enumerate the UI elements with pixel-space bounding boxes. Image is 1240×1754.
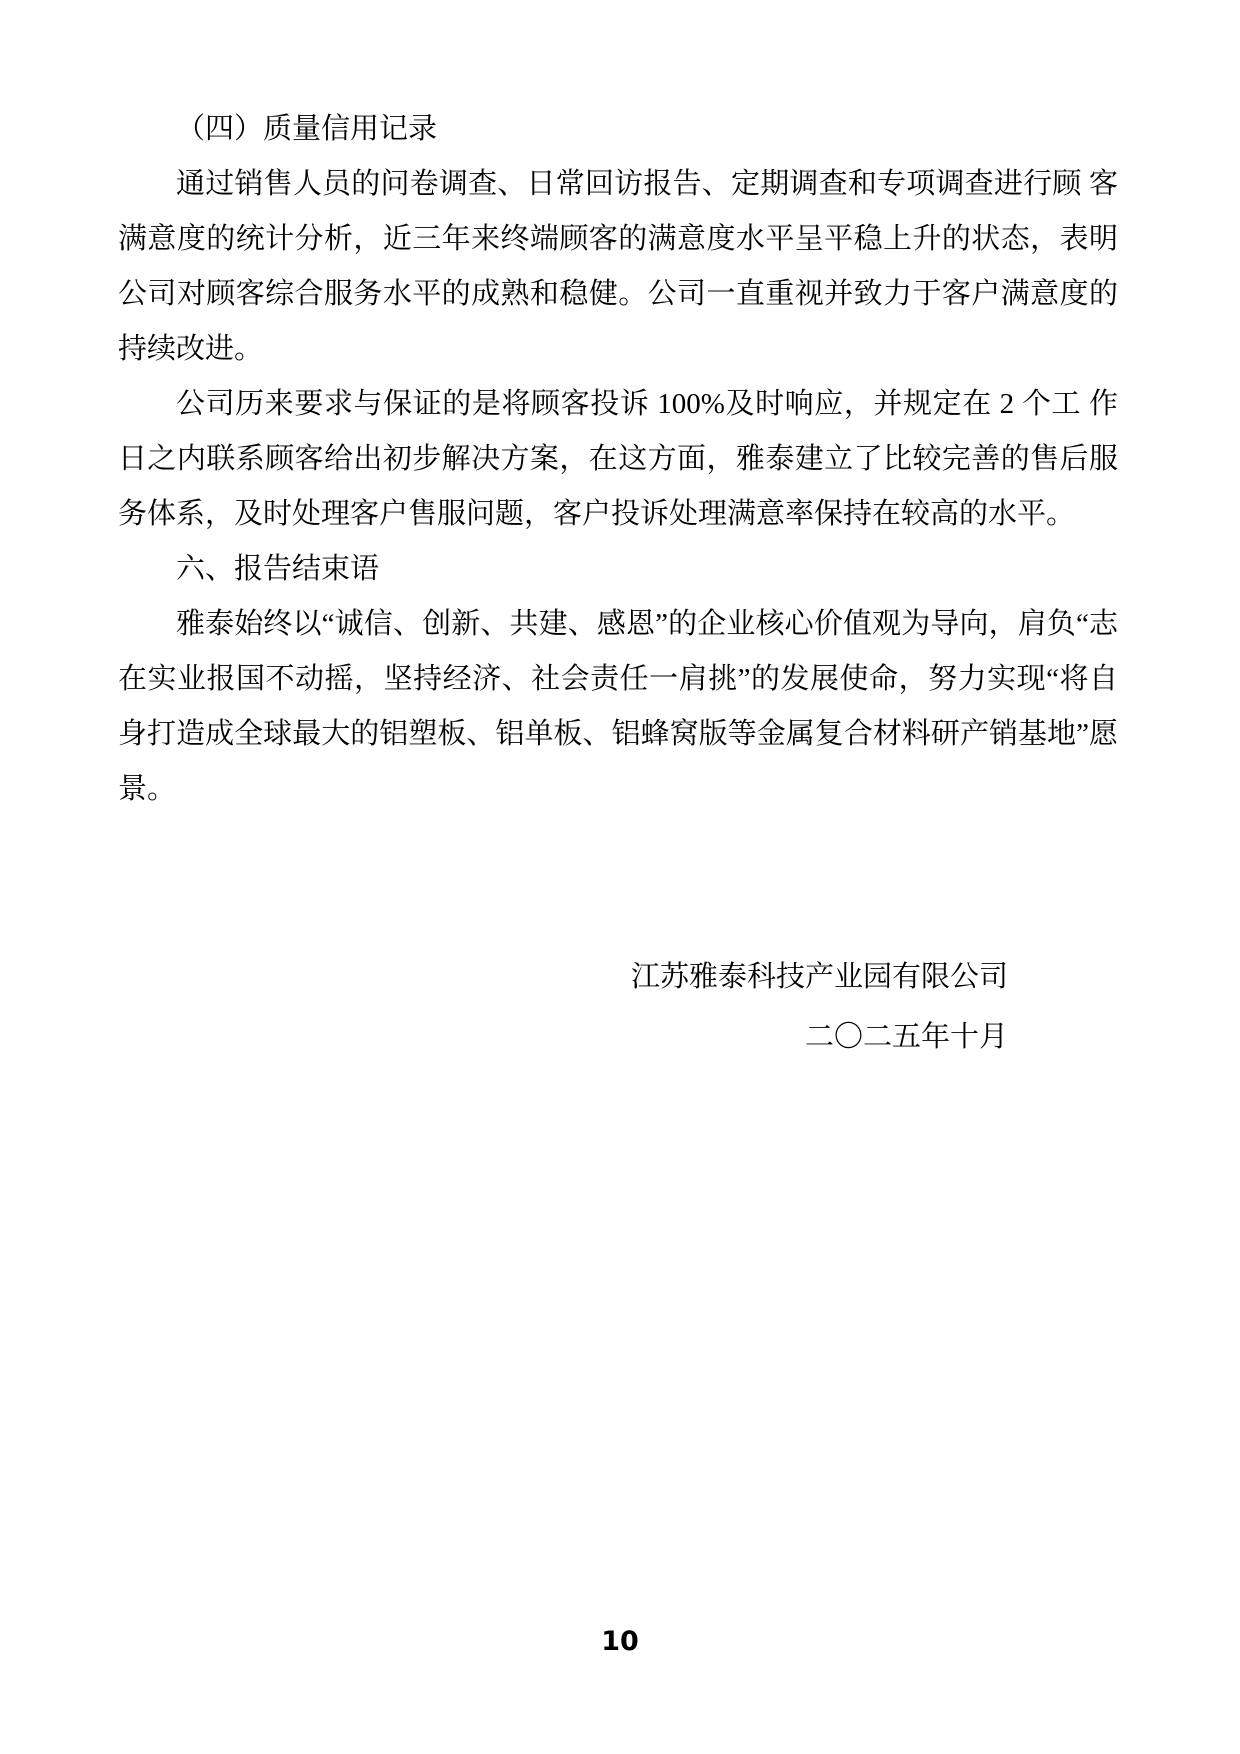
paragraph-closing-vision: 雅泰始终以“诚信、创新、共建、感恩”的企业核心价值观为导向，肩负“志在实业报国不动摇，坚持经济、社会责任一肩挑”的发展使命，努力实现“将自身打造成全球最大的铝塑板、铝单板、铝蜂窝版等金属复合材料研产销基地”愿景。 bbox=[118, 608, 1118, 805]
signature-block bbox=[118, 947, 1118, 1067]
paragraph-customer-satisfaction: 通过销售人员的问卷调查、日常回访报告、定期调查和专项调查进行顾 客满意度的统计分析，近三年来终端顾客的满意度水平呈平稳上升的状态，表明公司对顾客综合服务水平的成熟和稳健。公司一直重视并致力于客户满意度的持续改进。 bbox=[118, 168, 1118, 365]
page-number: 10 bbox=[601, 1626, 639, 1657]
signature-date: 二〇二五年十月 bbox=[804, 1021, 1008, 1053]
document-body bbox=[118, 102, 1118, 1067]
section-heading-quality-credit-record: （四）质量信用记录 bbox=[176, 113, 438, 145]
signature-company-name: 江苏雅泰科技产业园有限公司 bbox=[630, 961, 1008, 993]
section-heading-report-closing: 六、报告结束语 bbox=[176, 553, 380, 585]
paragraph-complaint-response: 公司历来要求与保证的是将顾客投诉 100%及时响应，并规定在 2 个工 作日之内联系顾客给出初步解决方案，在这方面，雅泰建立了比较完善的售后服务体系，及时处理客户售服问题，客户投诉处理满意率保持在较高的水平。 bbox=[118, 388, 1118, 530]
